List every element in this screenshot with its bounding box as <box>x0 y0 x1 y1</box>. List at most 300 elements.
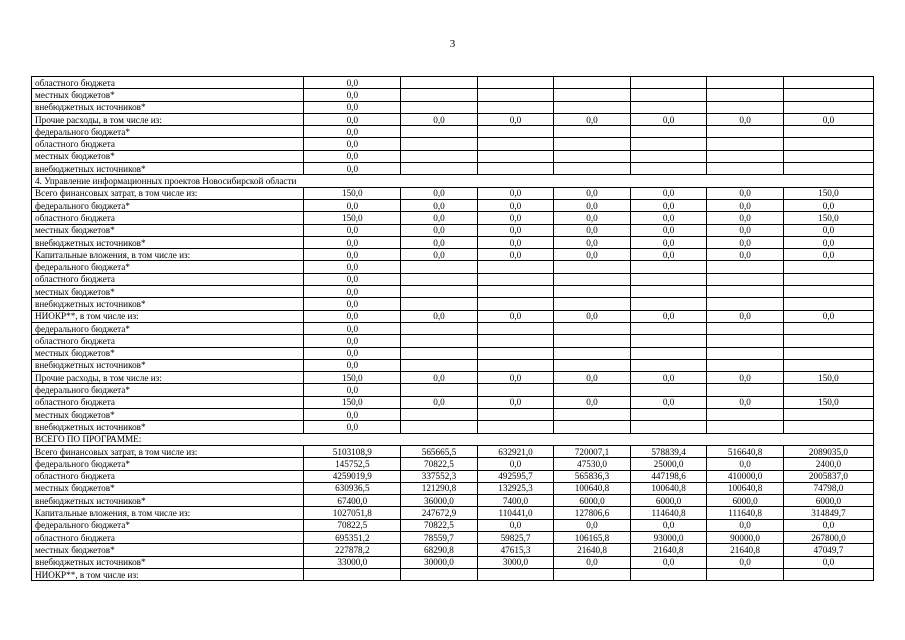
value-cell <box>783 261 873 273</box>
value-cell: 0,0 <box>707 458 784 470</box>
value-cell: 630936,5 <box>304 482 401 494</box>
value-cell: 0,0 <box>707 556 784 568</box>
value-cell: 111640,8 <box>707 507 784 519</box>
value-cell <box>630 568 707 580</box>
value-cell: 0,0 <box>304 138 401 150</box>
value-cell: 2005837,0 <box>783 470 873 482</box>
value-cell <box>401 421 478 433</box>
table-row <box>32 224 874 236</box>
value-cell: 0,0 <box>554 372 631 384</box>
value-cell <box>401 298 478 310</box>
value-cell <box>401 77 478 89</box>
table-row <box>32 445 874 457</box>
value-cell <box>554 359 631 371</box>
value-cell: 0,0 <box>554 187 631 199</box>
value-cell: 0,0 <box>630 519 707 531</box>
table-row <box>32 347 874 359</box>
row-label: местных бюджетов* <box>32 224 304 236</box>
value-cell: 0,0 <box>304 249 401 261</box>
value-cell: 0,0 <box>304 199 401 211</box>
value-cell: 0,0 <box>630 199 707 211</box>
value-cell: 47615,3 <box>477 544 554 556</box>
value-cell <box>707 322 784 334</box>
value-cell <box>630 77 707 89</box>
table-row <box>32 163 874 175</box>
value-cell: 150,0 <box>783 212 873 224</box>
table-row <box>32 544 874 556</box>
value-cell: 0,0 <box>477 113 554 125</box>
value-cell: 0,0 <box>707 236 784 248</box>
value-cell: 0,0 <box>630 212 707 224</box>
value-cell <box>401 163 478 175</box>
row-label: внебюджетных источников* <box>32 163 304 175</box>
value-cell <box>783 298 873 310</box>
table-row <box>32 199 874 211</box>
row-label: областного бюджета <box>32 531 304 543</box>
value-cell: 0,0 <box>783 199 873 211</box>
value-cell <box>477 359 554 371</box>
value-cell: 0,0 <box>630 396 707 408</box>
value-cell: 0,0 <box>554 519 631 531</box>
value-cell: 0,0 <box>304 163 401 175</box>
value-cell: 93000,0 <box>630 531 707 543</box>
value-cell: 7400,0 <box>477 495 554 507</box>
value-cell: 0,0 <box>304 113 401 125</box>
value-cell <box>707 261 784 273</box>
table-row <box>32 421 874 433</box>
value-cell <box>554 163 631 175</box>
value-cell <box>783 409 873 421</box>
value-cell <box>401 261 478 273</box>
value-cell <box>630 298 707 310</box>
value-cell <box>554 126 631 138</box>
value-cell: 0,0 <box>304 77 401 89</box>
row-label: внебюджетных источников* <box>32 101 304 113</box>
value-cell <box>477 126 554 138</box>
value-cell: 150,0 <box>783 187 873 199</box>
value-cell: 110441,0 <box>477 507 554 519</box>
table-row <box>32 286 874 298</box>
value-cell: 1027051,8 <box>304 507 401 519</box>
value-cell <box>783 421 873 433</box>
value-cell <box>630 384 707 396</box>
value-cell <box>630 126 707 138</box>
value-cell: 0,0 <box>554 249 631 261</box>
value-cell: 0,0 <box>707 224 784 236</box>
value-cell: 0,0 <box>401 236 478 248</box>
value-cell <box>401 347 478 359</box>
value-cell: 0,0 <box>554 113 631 125</box>
value-cell <box>554 101 631 113</box>
value-cell: 0,0 <box>401 224 478 236</box>
value-cell: 6000,0 <box>554 495 631 507</box>
value-cell: 90000,0 <box>707 531 784 543</box>
value-cell <box>554 322 631 334</box>
value-cell: 0,0 <box>477 199 554 211</box>
row-label: местных бюджетов* <box>32 286 304 298</box>
value-cell <box>707 286 784 298</box>
row-label: областного бюджета <box>32 212 304 224</box>
value-cell: 0,0 <box>304 89 401 101</box>
table-row <box>32 261 874 273</box>
value-cell <box>554 568 631 580</box>
row-label: Капитальные вложения, в том числе из: <box>32 507 304 519</box>
value-cell: 0,0 <box>304 322 401 334</box>
value-cell <box>401 89 478 101</box>
value-cell <box>630 89 707 101</box>
value-cell: 0,0 <box>554 212 631 224</box>
value-cell: 106165,8 <box>554 531 631 543</box>
table-row <box>32 482 874 494</box>
value-cell: 150,0 <box>304 187 401 199</box>
value-cell <box>401 138 478 150</box>
value-cell: 0,0 <box>304 224 401 236</box>
value-cell: 0,0 <box>783 113 873 125</box>
value-cell: 68290,8 <box>401 544 478 556</box>
table-row <box>32 470 874 482</box>
value-cell <box>304 568 401 580</box>
value-cell: 0,0 <box>630 310 707 322</box>
row-label: областного бюджета <box>32 470 304 482</box>
page-number: 3 <box>449 38 456 50</box>
row-label: НИОКР**, в том числе из: <box>32 310 304 322</box>
value-cell <box>477 89 554 101</box>
value-cell <box>554 335 631 347</box>
value-cell: 114640,8 <box>630 507 707 519</box>
value-cell <box>707 150 784 162</box>
value-cell <box>477 163 554 175</box>
budget-table <box>31 76 874 581</box>
value-cell: 0,0 <box>477 310 554 322</box>
table-row <box>32 507 874 519</box>
value-cell: 0,0 <box>630 249 707 261</box>
value-cell: 0,0 <box>630 187 707 199</box>
value-cell: 0,0 <box>304 101 401 113</box>
value-cell: 0,0 <box>554 310 631 322</box>
value-cell: 0,0 <box>401 113 478 125</box>
value-cell <box>630 261 707 273</box>
value-cell: 0,0 <box>630 556 707 568</box>
value-cell: 70822,5 <box>401 519 478 531</box>
value-cell: 227878,2 <box>304 544 401 556</box>
row-label: Всего финансовых затрат, в том числе из: <box>32 445 304 457</box>
value-cell: 0,0 <box>783 224 873 236</box>
value-cell: 0,0 <box>783 556 873 568</box>
table-row <box>32 249 874 261</box>
section-title: ВСЕГО ПО ПРОГРАММЕ: <box>32 433 874 445</box>
value-cell <box>707 138 784 150</box>
value-cell <box>554 273 631 285</box>
value-cell: 0,0 <box>304 150 401 162</box>
value-cell: 6000,0 <box>783 495 873 507</box>
value-cell: 30000,0 <box>401 556 478 568</box>
value-cell: 0,0 <box>477 187 554 199</box>
value-cell <box>554 421 631 433</box>
table-row <box>32 409 874 421</box>
value-cell: 100640,8 <box>630 482 707 494</box>
value-cell <box>554 286 631 298</box>
row-label: федерального бюджета* <box>32 126 304 138</box>
value-cell: 0,0 <box>401 199 478 211</box>
value-cell: 0,0 <box>707 212 784 224</box>
value-cell: 2400,0 <box>783 458 873 470</box>
value-cell: 0,0 <box>401 372 478 384</box>
value-cell: 121290,8 <box>401 482 478 494</box>
table-row <box>32 138 874 150</box>
value-cell <box>783 359 873 371</box>
value-cell <box>477 409 554 421</box>
value-cell: 516640,8 <box>707 445 784 457</box>
value-cell <box>554 261 631 273</box>
value-cell <box>401 273 478 285</box>
value-cell <box>783 138 873 150</box>
value-cell: 100640,8 <box>707 482 784 494</box>
row-label: федерального бюджета* <box>32 322 304 334</box>
value-cell: 0,0 <box>630 372 707 384</box>
value-cell <box>707 298 784 310</box>
value-cell: 720007,1 <box>554 445 631 457</box>
table-row <box>32 310 874 322</box>
value-cell: 0,0 <box>304 310 401 322</box>
value-cell <box>630 409 707 421</box>
value-cell: 6000,0 <box>707 495 784 507</box>
value-cell <box>401 335 478 347</box>
value-cell: 4259019,9 <box>304 470 401 482</box>
value-cell <box>477 335 554 347</box>
value-cell: 0,0 <box>783 236 873 248</box>
value-cell <box>783 384 873 396</box>
row-label: Прочие расходы, в том числе из: <box>32 113 304 125</box>
value-cell: 0,0 <box>707 396 784 408</box>
value-cell <box>630 101 707 113</box>
value-cell: 0,0 <box>304 409 401 421</box>
table-row <box>32 335 874 347</box>
value-cell: 314849,7 <box>783 507 873 519</box>
value-cell <box>783 101 873 113</box>
value-cell: 267800,0 <box>783 531 873 543</box>
table-row <box>32 150 874 162</box>
value-cell: 0,0 <box>783 310 873 322</box>
value-cell <box>477 421 554 433</box>
value-cell <box>630 163 707 175</box>
value-cell <box>783 89 873 101</box>
value-cell: 0,0 <box>304 261 401 273</box>
table-row <box>32 568 874 580</box>
row-label: внебюджетных источников* <box>32 495 304 507</box>
section-title: 4. Управление информационных проектов Новосибирской области <box>32 175 874 187</box>
value-cell: 447198,6 <box>630 470 707 482</box>
row-label: областного бюджета <box>32 77 304 89</box>
value-cell: 36000,0 <box>401 495 478 507</box>
value-cell <box>630 421 707 433</box>
value-cell <box>401 126 478 138</box>
value-cell: 0,0 <box>554 224 631 236</box>
value-cell <box>783 322 873 334</box>
value-cell: 70822,5 <box>401 458 478 470</box>
value-cell: 0,0 <box>304 384 401 396</box>
value-cell: 0,0 <box>477 236 554 248</box>
row-label: местных бюджетов* <box>32 89 304 101</box>
value-cell: 0,0 <box>477 249 554 261</box>
row-label: местных бюджетов* <box>32 409 304 421</box>
value-cell: 410000,0 <box>707 470 784 482</box>
value-cell <box>630 359 707 371</box>
value-cell <box>401 409 478 421</box>
value-cell <box>401 384 478 396</box>
value-cell: 632921,0 <box>477 445 554 457</box>
value-cell <box>707 347 784 359</box>
value-cell: 0,0 <box>304 236 401 248</box>
value-cell: 3000,0 <box>477 556 554 568</box>
value-cell: 21640,8 <box>554 544 631 556</box>
table-row <box>32 89 874 101</box>
value-cell <box>707 163 784 175</box>
value-cell <box>401 286 478 298</box>
section-header-row <box>32 175 874 187</box>
table-row <box>32 212 874 224</box>
value-cell: 150,0 <box>783 396 873 408</box>
row-label: Всего финансовых затрат, в том числе из: <box>32 187 304 199</box>
value-cell: 0,0 <box>477 458 554 470</box>
value-cell <box>477 261 554 273</box>
table-row <box>32 187 874 199</box>
row-label: внебюджетных источников* <box>32 556 304 568</box>
table-row <box>32 236 874 248</box>
value-cell <box>401 359 478 371</box>
value-cell: 337552,3 <box>401 470 478 482</box>
value-cell: 0,0 <box>477 212 554 224</box>
value-cell <box>554 138 631 150</box>
value-cell: 0,0 <box>304 347 401 359</box>
row-label: областного бюджета <box>32 273 304 285</box>
row-label: федерального бюджета* <box>32 261 304 273</box>
value-cell <box>783 126 873 138</box>
value-cell <box>554 77 631 89</box>
table-row <box>32 359 874 371</box>
value-cell: 0,0 <box>707 113 784 125</box>
value-cell: 0,0 <box>401 187 478 199</box>
value-cell: 0,0 <box>304 126 401 138</box>
value-cell: 21640,8 <box>707 544 784 556</box>
value-cell <box>401 568 478 580</box>
value-cell <box>783 77 873 89</box>
value-cell <box>707 421 784 433</box>
value-cell: 47530,0 <box>554 458 631 470</box>
value-cell <box>707 359 784 371</box>
value-cell <box>401 101 478 113</box>
value-cell <box>707 77 784 89</box>
value-cell: 0,0 <box>401 396 478 408</box>
row-label: федерального бюджета* <box>32 384 304 396</box>
value-cell: 150,0 <box>304 372 401 384</box>
value-cell: 0,0 <box>304 298 401 310</box>
value-cell: 0,0 <box>707 199 784 211</box>
value-cell: 0,0 <box>630 236 707 248</box>
table-row <box>32 372 874 384</box>
value-cell <box>554 298 631 310</box>
value-cell <box>783 273 873 285</box>
value-cell: 2089035,0 <box>783 445 873 457</box>
value-cell <box>477 347 554 359</box>
value-cell: 0,0 <box>477 224 554 236</box>
value-cell: 0,0 <box>554 556 631 568</box>
table-row <box>32 384 874 396</box>
value-cell: 145752,5 <box>304 458 401 470</box>
budget-table-body <box>32 77 874 581</box>
value-cell <box>783 335 873 347</box>
value-cell: 0,0 <box>707 519 784 531</box>
value-cell: 100640,8 <box>554 482 631 494</box>
value-cell: 0,0 <box>707 249 784 261</box>
value-cell: 150,0 <box>783 372 873 384</box>
value-cell: 0,0 <box>477 519 554 531</box>
value-cell: 0,0 <box>401 310 478 322</box>
table-row <box>32 556 874 568</box>
value-cell <box>707 409 784 421</box>
value-cell <box>707 89 784 101</box>
table-row <box>32 126 874 138</box>
value-cell: 0,0 <box>554 396 631 408</box>
value-cell <box>554 347 631 359</box>
value-cell <box>783 150 873 162</box>
value-cell: 47049,7 <box>783 544 873 556</box>
value-cell <box>477 298 554 310</box>
value-cell <box>477 322 554 334</box>
value-cell <box>783 163 873 175</box>
value-cell <box>707 335 784 347</box>
value-cell: 247672,9 <box>401 507 478 519</box>
table-row <box>32 531 874 543</box>
row-label: областного бюджета <box>32 335 304 347</box>
value-cell <box>707 273 784 285</box>
value-cell <box>477 101 554 113</box>
value-cell: 67400,0 <box>304 495 401 507</box>
value-cell <box>477 273 554 285</box>
value-cell <box>630 273 707 285</box>
table-row <box>32 77 874 89</box>
value-cell: 0,0 <box>477 372 554 384</box>
row-label: внебюджетных источников* <box>32 298 304 310</box>
value-cell: 0,0 <box>630 224 707 236</box>
value-cell: 127806,6 <box>554 507 631 519</box>
value-cell: 74798,0 <box>783 482 873 494</box>
row-label: федерального бюджета* <box>32 458 304 470</box>
row-label: НИОКР**, в том числе из: <box>32 568 304 580</box>
value-cell: 492595,7 <box>477 470 554 482</box>
value-cell: 0,0 <box>304 359 401 371</box>
row-label: областного бюджета <box>32 396 304 408</box>
value-cell <box>783 568 873 580</box>
row-label: областного бюджета <box>32 138 304 150</box>
value-cell: 0,0 <box>304 286 401 298</box>
value-cell <box>707 126 784 138</box>
value-cell <box>707 101 784 113</box>
value-cell <box>630 335 707 347</box>
value-cell <box>554 150 631 162</box>
value-cell: 0,0 <box>783 519 873 531</box>
value-cell: 0,0 <box>304 273 401 285</box>
value-cell: 0,0 <box>554 236 631 248</box>
value-cell <box>630 322 707 334</box>
value-cell: 0,0 <box>554 199 631 211</box>
value-cell: 0,0 <box>783 249 873 261</box>
value-cell: 0,0 <box>707 372 784 384</box>
value-cell <box>707 568 784 580</box>
value-cell <box>783 347 873 359</box>
value-cell: 0,0 <box>401 249 478 261</box>
row-label: Прочие расходы, в том числе из: <box>32 372 304 384</box>
value-cell: 0,0 <box>304 335 401 347</box>
